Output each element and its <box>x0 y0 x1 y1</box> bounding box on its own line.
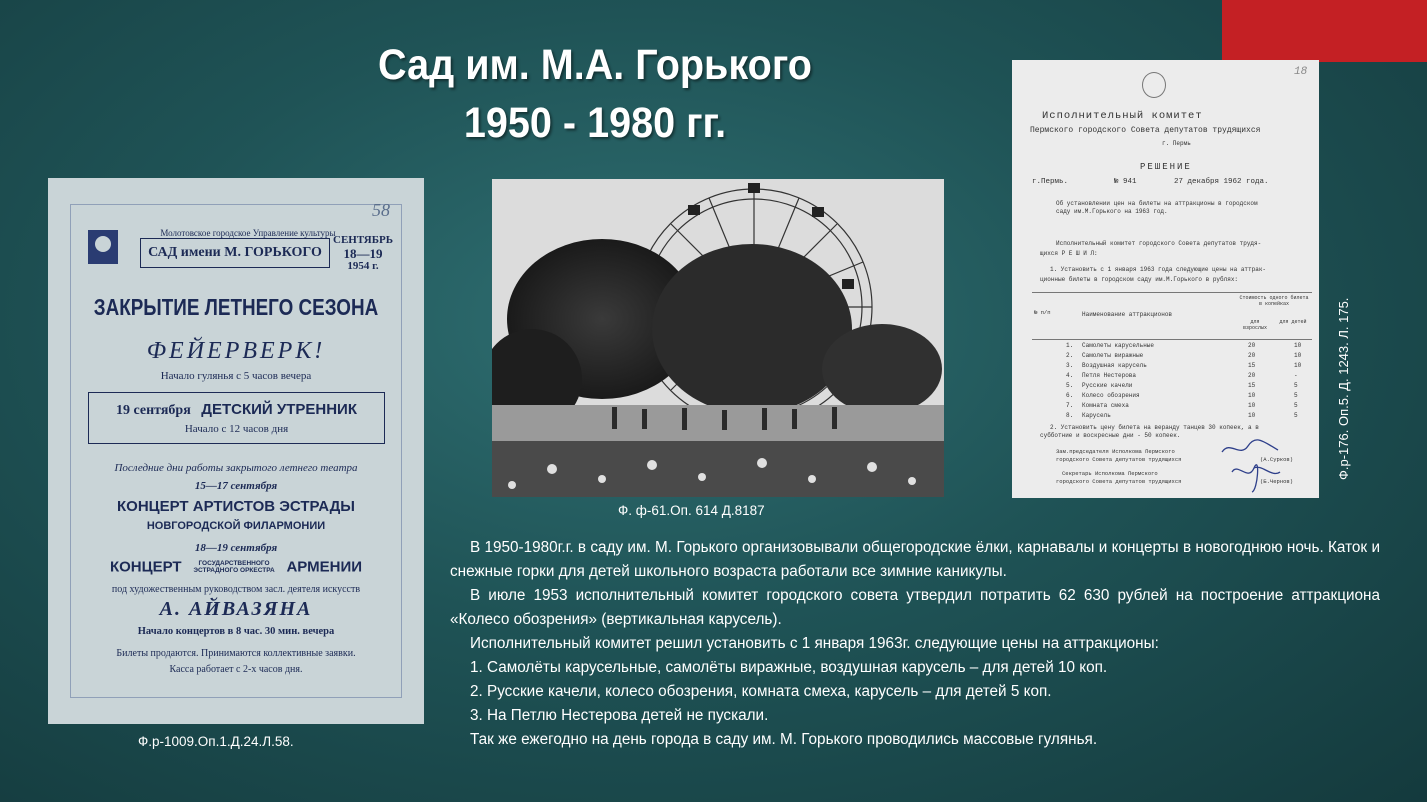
doc-col-price: Стоимость одного билета в копейках <box>1239 295 1309 307</box>
doc-row-child: 10 <box>1294 342 1302 349</box>
doc-row-adult: 20 <box>1248 342 1256 349</box>
poster-direction: под художественным руководством засл. деятеля искусств <box>111 584 361 595</box>
doc-row-number: 8. <box>1066 412 1074 419</box>
doc-place: г.Пермь. <box>1032 178 1069 186</box>
doc-row-number: 3. <box>1066 362 1074 369</box>
poster-date-days: 18—19 <box>343 246 383 261</box>
doc-number: № 941 <box>1114 178 1137 186</box>
list-item-3: 3. На Петлю Нестерова детей не пускали. <box>470 707 769 724</box>
poster-caption: Ф.р-1009.Оп.1.Д.24.Л.58. <box>138 734 294 749</box>
doc-row-name: Самолеты виражные <box>1082 352 1144 359</box>
photo-illustration <box>492 179 944 497</box>
doc-table-row <box>1032 362 1312 372</box>
doc-table-row <box>1032 402 1312 412</box>
emblem-icon <box>1142 72 1166 98</box>
document-caption: Ф.р-176. Оп.5. Д. 1243. Л. 175. <box>1336 297 1351 480</box>
poster-date <box>333 234 393 273</box>
doc-row-number: 4. <box>1066 372 1074 379</box>
poster-archive-number: 58 <box>372 200 390 220</box>
poster-frame <box>70 204 402 698</box>
list-item-1: 1. Самолёты карусельные, самолёты виражные, воздушная карусель – для детей 10 коп. <box>470 659 1108 676</box>
poster-child-date: 19 сентября <box>116 403 191 418</box>
doc-table-row <box>1032 352 1312 362</box>
poster-concert-2-a: КОНЦЕРТ <box>109 558 182 576</box>
doc-date: 27 декабря 1962 года. <box>1174 178 1269 186</box>
decision-document <box>1012 60 1319 498</box>
poster-headline: ЗАКРЫТИЕ ЛЕТНЕГО СЕЗОНА <box>93 294 379 320</box>
doc-row-name: Комната смеха <box>1082 402 1129 409</box>
doc-row-name: Карусель <box>1082 412 1111 419</box>
poster-tickets: Билеты продаются. Принимаются коллективные заявки. <box>116 648 356 659</box>
poster-concert-2-c: АРМЕНИИ <box>286 558 363 576</box>
doc-signatures <box>1218 438 1288 494</box>
doc-row-adult: 15 <box>1248 382 1256 389</box>
doc-row-adult: 20 <box>1248 352 1256 359</box>
poster-child-event: ДЕТСКИЙ УТРЕННИК <box>201 401 357 418</box>
doc-row-number: 7. <box>1066 402 1074 409</box>
doc-row-number: 5. <box>1066 382 1074 389</box>
poster-concert-2 <box>48 558 424 576</box>
doc-row-child: 5 <box>1294 392 1298 399</box>
doc-row-adult: 10 <box>1248 402 1256 409</box>
doc-row-adult: 10 <box>1248 392 1256 399</box>
doc-sign2-b: городского Совета депутатов трудящихся <box>1056 478 1182 485</box>
doc-preamble-1: Исполнительный комитет городского Совета депутатов трудя- <box>1056 240 1262 247</box>
doc-col-child: для детей <box>1279 319 1307 325</box>
doc-subject-2: саду им.М.Горького на 1963 год. <box>1056 208 1168 215</box>
poster-date-month: СЕНТЯБРЬ <box>333 234 393 246</box>
body-text <box>450 536 1380 752</box>
doc-point1-a: 1. Установить с 1 января 1963 года следующие цены на аттрак- <box>1050 266 1267 273</box>
poster-concert-start: Начало концертов в 8 час. 30 мин. вечера <box>137 626 335 637</box>
poster-theatre: Последние дни работы закрытого летнего театра <box>114 462 358 474</box>
poster-child-line <box>89 401 384 419</box>
doc-header-2: Пермского городского Совета депутатов трудящихся <box>1030 126 1261 135</box>
title-line-1: Сад им. М.А. Горького <box>378 41 812 89</box>
doc-subject-1: Об установлении цен на билеты на аттракционы в городском <box>1056 200 1258 207</box>
photo-caption: Ф. ф-61.Оп. 614 Д.8187 <box>618 503 765 518</box>
doc-row-child: 5 <box>1294 412 1298 419</box>
doc-row-name: Самолеты карусельные <box>1082 342 1155 349</box>
poster-child-start: Начало с 12 часов дня <box>184 423 289 435</box>
poster-child-box <box>88 392 385 444</box>
slide-title <box>300 36 890 152</box>
paragraph-city-day: Так же ежегодно на день города в саду им. М. Горького проводились массовые гулянья. <box>470 731 1098 748</box>
ferris-wheel-photo <box>492 179 944 497</box>
doc-row-name: Колесо обозрения <box>1082 392 1140 399</box>
doc-table-row <box>1032 382 1312 392</box>
doc-table-row <box>1032 392 1312 402</box>
title-line-2: 1950 - 1980 гг. <box>463 99 727 147</box>
doc-sign1-a: Зам.председателя Исполкома Пермского <box>1056 448 1175 455</box>
doc-page-number: 18 <box>1294 66 1308 78</box>
doc-table-row <box>1032 372 1312 382</box>
doc-row-adult: 10 <box>1248 412 1256 419</box>
doc-table-row <box>1032 412 1312 422</box>
poster-org: Молотовское городское Управление культуры <box>160 228 336 238</box>
doc-table-row <box>1032 342 1312 352</box>
doc-row-number: 2. <box>1066 352 1074 359</box>
doc-row-child: 5 <box>1294 382 1298 389</box>
poster-garden-name: САД имени М. ГОРЬКОГО <box>140 238 330 268</box>
paragraph-prices: Исполнительный комитет решил установить с 1 января 1963г. следующие цены на аттракционы: <box>470 635 1159 652</box>
paragraph-wheel: В июле 1953 исполнительный комитет городского совета утвердил потратить 62 630 рублей на построение аттракциона «Колесо обозрения» (вертикальная карусель). <box>450 587 1380 628</box>
poster-conductor: А. АЙВАЗЯНА <box>159 598 313 620</box>
paragraph-events: В 1950-1980г.г. в саду им. М. Горького организовывали общегородские ёлки, карнавалы и концерты в новогоднюю ночь. Каток и снежные горки для детей школьного возраста работали все зимние каникулы. <box>450 539 1380 580</box>
poster-concert-1: КОНЦЕРТ АРТИСТОВ ЭСТРАДЫ <box>117 498 355 515</box>
doc-row-child: 10 <box>1294 352 1302 359</box>
doc-col-num: № п/п <box>1034 309 1051 316</box>
poster-logo <box>88 230 118 264</box>
poster-dates-2: 18—19 сентября <box>194 542 278 554</box>
doc-row-child: 5 <box>1294 402 1298 409</box>
doc-preamble-2: щихся Р Е Ш И Л: <box>1040 250 1098 257</box>
poster-cashier: Касса работает с 2-х часов дня. <box>169 664 303 675</box>
poster-dates-1: 15—17 сентября <box>194 480 278 492</box>
doc-sign1-b: городского Совета депутатов трудящихся <box>1056 456 1182 463</box>
doc-row-number: 6. <box>1066 392 1074 399</box>
doc-point1-b: ционные билеты в городском саду им.М.Горького в рублях: <box>1040 276 1239 283</box>
doc-row-child: 10 <box>1294 362 1302 369</box>
poster-fireworks: ФЕЙЕРВЕРК! <box>146 338 326 364</box>
poster-image <box>48 178 424 724</box>
doc-point2-b: субботние и воскресные дни - 50 копеек. <box>1040 432 1181 439</box>
doc-decision: РЕШЕНИЕ <box>1140 162 1192 172</box>
doc-table-header <box>1032 292 1312 340</box>
doc-row-adult: 15 <box>1248 362 1256 369</box>
doc-sign1-name: (А.Сурков) <box>1260 456 1294 463</box>
red-accent-bar <box>1222 0 1427 62</box>
poster-date-year: 1954 г. <box>347 260 379 272</box>
doc-header-1: Исполнительный комитет <box>1042 110 1203 122</box>
doc-row-number: 1. <box>1066 342 1074 349</box>
doc-row-adult: 20 <box>1248 372 1256 379</box>
list-item-2: 2. Русские качели, колесо обозрения, комната смеха, карусель – для детей 5 коп. <box>470 683 1052 700</box>
doc-row-name: Петля Нестерова <box>1082 372 1137 379</box>
doc-col-name: Наименование аттракционов <box>1082 311 1173 318</box>
doc-sign2-name: (Б.Чернов) <box>1260 478 1294 485</box>
poster-concert-2-b: ГОСУДАРСТВЕННОГО ЭСТРАДНОГО ОРКЕСТРА <box>193 559 275 574</box>
doc-sign2-a: Секретарь Исполкома Пермского <box>1062 470 1158 477</box>
doc-row-name: Воздушная карусель <box>1082 362 1147 369</box>
poster-start: Начало гулянья с 5 часов вечера <box>160 370 312 382</box>
doc-row-name: Русские качели <box>1082 382 1133 389</box>
poster-philharmonic: НОВГОРОДСКОЙ ФИЛАРМОНИИ <box>146 520 326 532</box>
doc-col-adult: для взрослых <box>1242 319 1267 331</box>
doc-row-child: - <box>1294 372 1298 379</box>
doc-city: г. Пермь <box>1162 140 1191 147</box>
doc-point2-a: 2. Установить цену билета на веранду танцев 30 копеек, а в <box>1050 424 1259 431</box>
